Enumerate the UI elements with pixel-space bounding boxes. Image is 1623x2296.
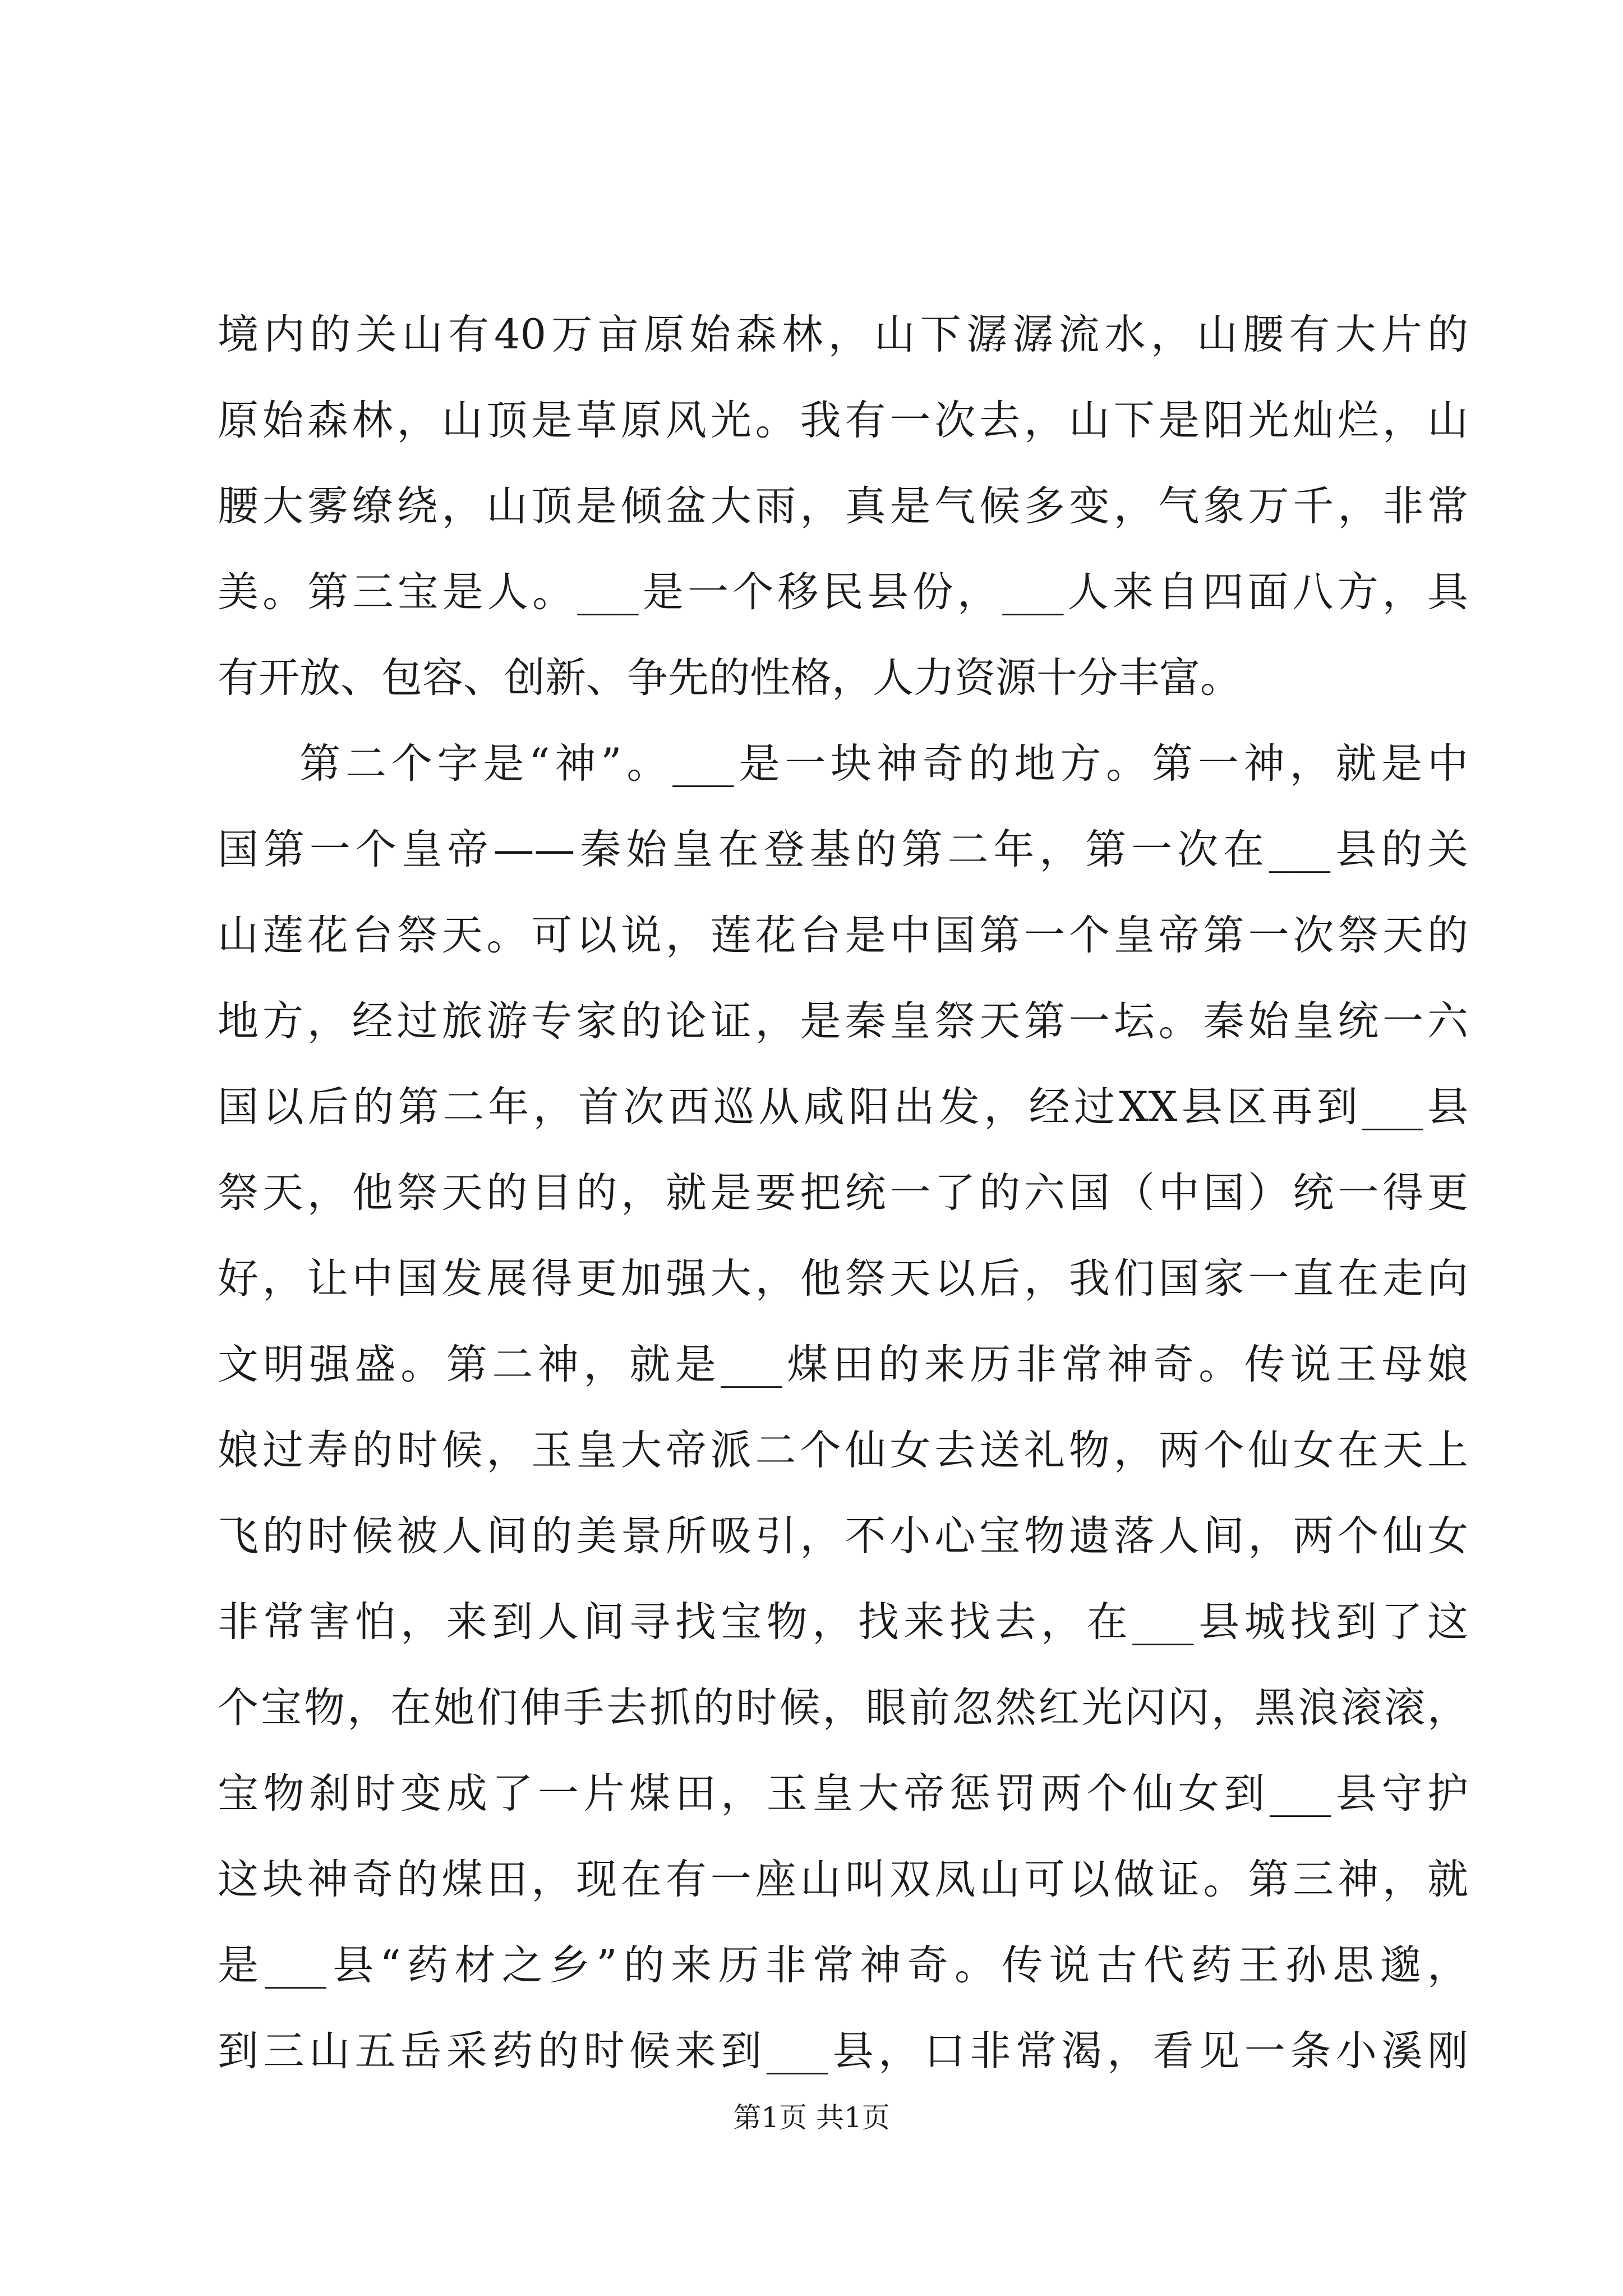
- text-line: 祭天，他祭天的目的，就是要把统一了的六国（中国）统一得更: [218, 1169, 1468, 1217]
- body-text: [218, 292, 1468, 2094]
- paragraph-2: [218, 721, 1468, 2094]
- paragraph-1: [218, 292, 1468, 721]
- text-line: 好，让中国发展得更加强大，他祭天以后，我们国家一直在走向: [218, 1255, 1468, 1303]
- text-line: 娘过寿的时候，玉皇大帝派二个仙女去送礼物，两个仙女在天上: [218, 1427, 1468, 1474]
- text-line: 国第一个皇帝——秦始皇在登基的第二年，第一次在___县的关: [218, 826, 1468, 873]
- text-line: 飞的时候被人间的美景所吸引，不小心宝物遗落人间，两个仙女: [218, 1512, 1468, 1560]
- text-line: 腰大雾缭绕，山顶是倾盆大雨，真是气候多变，气象万千，非常: [218, 482, 1468, 530]
- page-number-footer: 第1页 共1页: [733, 2101, 890, 2134]
- text-line: 宝物刹时变成了一片煤田，玉皇大帝惩罚两个仙女到___县守护: [218, 1770, 1468, 1818]
- text-line: 山莲花台祭天。可以说，莲花台是中国第一个皇帝第一次祭天的: [218, 912, 1468, 959]
- text-line: 境内的关山有40万亩原始森林，山下潺潺流水，山腰有大片的: [218, 311, 1468, 358]
- text-line: 文明强盛。第二神，就是___煤田的来历非常神奇。传说王母娘: [218, 1341, 1468, 1388]
- text-line: 到三山五岳采药的时候来到___县，口非常渴，看见一条小溪刚: [218, 2027, 1468, 2075]
- text-line: 地方，经过旅游专家的论证，是秦皇祭天第一坛。秦始皇统一六: [218, 997, 1468, 1045]
- text-line: 这块神奇的煤田，现在有一座山叫双凤山可以做证。第三神，就: [218, 1856, 1468, 1903]
- text-line: 非常害怕，来到人间寻找宝物，找来找去，在___县城找到了这: [218, 1598, 1468, 1646]
- text-line: 国以后的第二年，首次西巡从咸阳出发，经过XX县区再到___县: [218, 1083, 1468, 1131]
- text-line: 个宝物，在她们伸手去抓的时候，眼前忽然红光闪闪，黑浪滚滚，: [218, 1684, 1468, 1732]
- text-line: 有开放、包容、创新、争先的性格，人力资源十分丰富。: [218, 654, 1241, 702]
- text-line: 原始森林，山顶是草原风光。我有一次去，山下是阳光灿烂，山: [218, 397, 1468, 444]
- text-line: 是___县“药材之乡”的来历非常神奇。传说古代药王孙思邈，: [218, 1941, 1468, 1989]
- text-line: 美。第三宝是人。___是一个移民县份，___人来自四面八方，具: [218, 568, 1468, 616]
- text-line: 第二个字是“神”。___是一块神奇的地方。第一神，就是中: [299, 740, 1468, 788]
